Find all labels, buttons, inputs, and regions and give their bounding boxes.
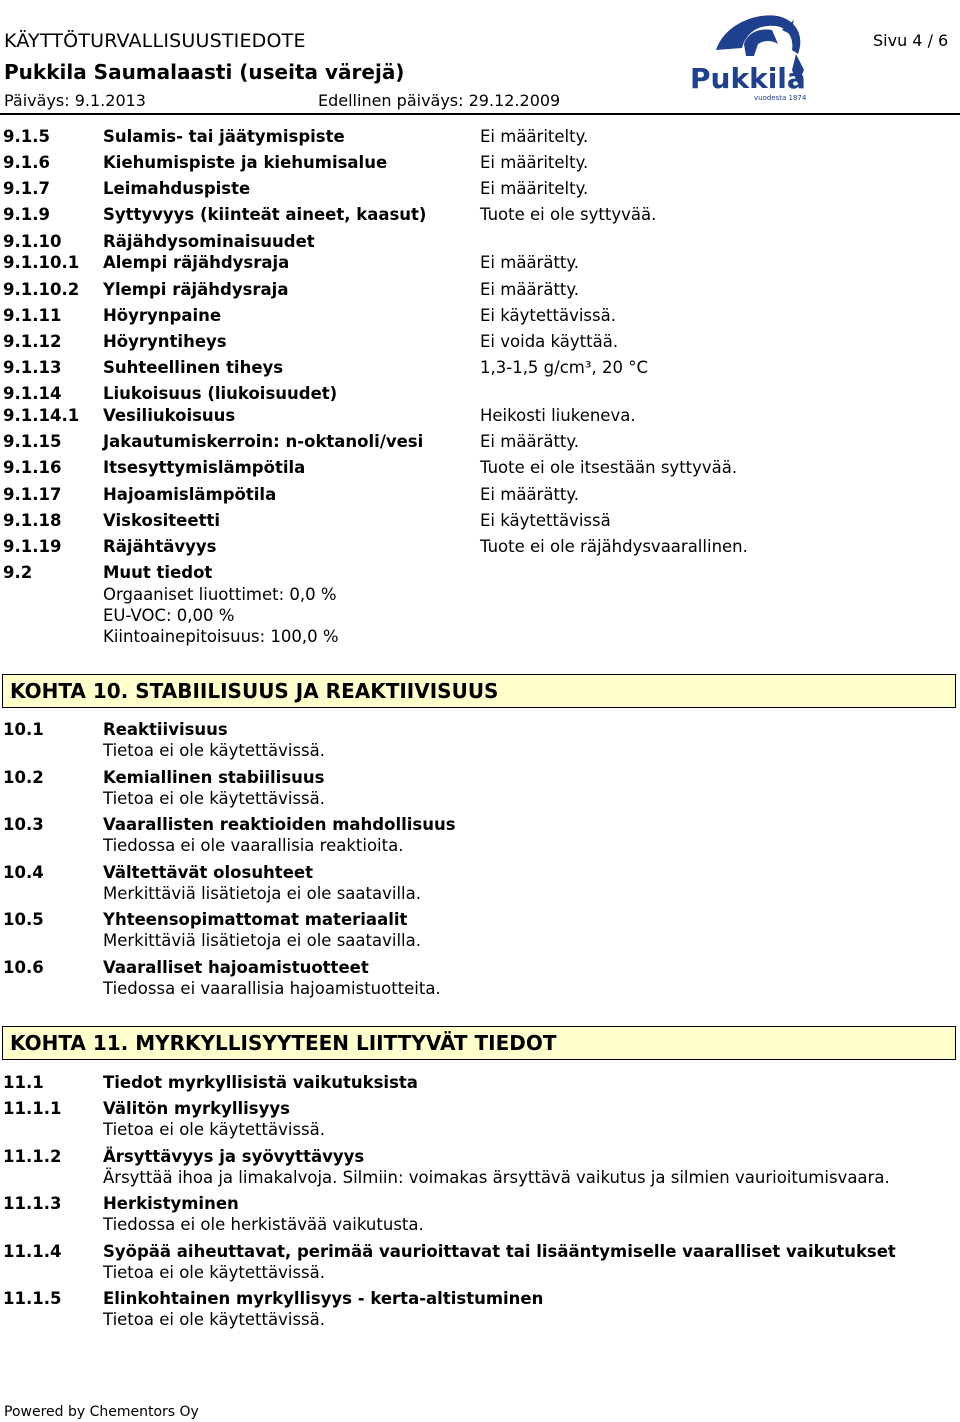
property-row <box>0 458 960 480</box>
section10-item-row <box>0 958 960 980</box>
property-number: 9.2 <box>3 563 33 582</box>
svg-text:Pukkila: Pukkila <box>690 62 806 95</box>
item-label: Vaarallisten reaktioiden mahdollisuus <box>103 815 456 834</box>
property-row <box>0 232 960 254</box>
item-label: Herkistyminen <box>103 1194 239 1213</box>
pukkila-logo <box>686 10 814 102</box>
property-row <box>0 332 960 354</box>
property-number: 9.1.5 <box>3 127 50 146</box>
item-number: 10.3 <box>3 815 44 834</box>
item-number: 10.6 <box>3 958 44 977</box>
property-row <box>0 179 960 201</box>
item-text: Tietoa ei ole käytettävissä. <box>103 741 325 760</box>
property-number: 9.1.10.1 <box>3 253 80 272</box>
item-number: 11.1.3 <box>3 1194 62 1213</box>
item-label: Vältettävät olosuhteet <box>103 863 313 882</box>
property-row <box>0 306 960 328</box>
property-number: 9.1.12 <box>3 332 62 351</box>
property-value: Ei määritelty. <box>480 179 589 198</box>
property-row <box>0 153 960 175</box>
property-number: 9.1.18 <box>3 511 62 530</box>
item-label: Kemiallinen stabiilisuus <box>103 768 325 787</box>
property-label: Hajoamislämpötila <box>103 485 277 504</box>
property-label: Itsesyttymislämpötila <box>103 458 306 477</box>
property-value: Ei määrätty. <box>480 253 580 272</box>
property-label: Syttyvyys (kiinteät aineet, kaasut) <box>103 205 427 224</box>
item-label: Ärsyttävyys ja syövyttävyys <box>103 1147 365 1166</box>
document-title: KÄYTTÖTURVALLISUUSTIEDOTE <box>4 30 306 52</box>
product-name: Pukkila Saumalaasti (useita värejä) <box>4 60 405 84</box>
item-number: 11.1.2 <box>3 1147 62 1166</box>
item-text: Tiedossa ei ole herkistävää vaikutusta. <box>103 1215 424 1234</box>
item-label: Reaktiivisuus <box>103 720 228 739</box>
property-number: 9.1.11 <box>3 306 62 325</box>
section10-title: KOHTA 10. STABIILISUUS JA REAKTIIVISUUS <box>10 679 499 703</box>
section11-heading-row <box>0 1073 960 1095</box>
property-value: Ei määrätty. <box>480 280 580 299</box>
property-row <box>0 432 960 454</box>
item-text: Tietoa ei ole käytettävissä. <box>103 1120 325 1139</box>
property-value: Ei voida käyttää. <box>480 332 619 351</box>
property-row <box>0 485 960 507</box>
property-label: Ylempi räjähdysraja <box>103 280 289 299</box>
property-number: 9.1.16 <box>3 458 62 477</box>
property-number: 9.1.15 <box>3 432 62 451</box>
property-row <box>0 205 960 227</box>
property-label: Höyrynpaine <box>103 306 222 325</box>
section11-item-row <box>0 1242 960 1264</box>
property-number: 9.1.19 <box>3 537 62 556</box>
section10-header <box>2 674 956 708</box>
other-info-line: Orgaaniset liuottimet: 0,0 % <box>103 585 337 604</box>
property-label: Muut tiedot <box>103 563 213 582</box>
property-number: 9.1.10.2 <box>3 280 80 299</box>
property-row <box>0 537 960 559</box>
previous-date: Edellinen päiväys: 29.12.2009 <box>318 91 561 110</box>
property-number: 9.1.6 <box>3 153 50 172</box>
property-number: 9.1.14 <box>3 384 62 403</box>
item-number: 10.1 <box>3 720 44 739</box>
footer-credit: Powered by Chementors Oy <box>4 1404 199 1420</box>
section10-item-row <box>0 768 960 790</box>
item-label: Elinkohtainen myrkyllisyys - kerta-altistuminen <box>103 1289 544 1308</box>
property-value: 1,3-1,5 g/cm³, 20 °C <box>480 358 648 377</box>
property-row <box>0 280 960 302</box>
item-text: Tietoa ei ole käytettävissä. <box>103 1263 325 1282</box>
section11-header <box>2 1026 956 1060</box>
section10-item-row <box>0 910 960 932</box>
property-number: 9.1.9 <box>3 205 50 224</box>
item-label: Vaaralliset hajoamistuotteet <box>103 958 369 977</box>
property-value: Ei määritelty. <box>480 127 589 146</box>
item-text: Merkittäviä lisätietoja ei ole saatavilla. <box>103 931 421 950</box>
section10-item-row <box>0 720 960 742</box>
item-number: 11.1.5 <box>3 1289 62 1308</box>
property-label: Leimahduspiste <box>103 179 251 198</box>
item-label: Tiedot myrkyllisistä vaikutuksista <box>103 1073 418 1092</box>
property-row <box>0 127 960 149</box>
header-divider <box>0 113 960 115</box>
item-label: Välitön myrkyllisyys <box>103 1099 290 1118</box>
property-value: Tuote ei ole räjähdysvaarallinen. <box>480 537 748 556</box>
property-number: 9.1.13 <box>3 358 62 377</box>
property-number: 9.1.10 <box>3 232 62 251</box>
item-text: Tiedossa ei vaarallisia hajoamistuotteita. <box>103 979 441 998</box>
item-number: 10.4 <box>3 863 44 882</box>
property-number: 9.1.7 <box>3 179 50 198</box>
item-label: Yhteensopimattomat materiaalit <box>103 910 408 929</box>
section11-item-row <box>0 1289 960 1311</box>
property-label: Räjähdysominaisuudet <box>103 232 315 251</box>
other-info-line: Kiintoainepitoisuus: 100,0 % <box>103 627 339 646</box>
property-label: Sulamis- tai jäätymispiste <box>103 127 345 146</box>
item-text: Tietoa ei ole käytettävissä. <box>103 789 325 808</box>
item-text: Tietoa ei ole käytettävissä. <box>103 1310 325 1329</box>
property-label: Jakautumiskerroin: n-oktanoli/vesi <box>103 432 424 451</box>
item-number: 11.1.1 <box>3 1099 62 1118</box>
property-value: Ei määrätty. <box>480 485 580 504</box>
property-number: 9.1.17 <box>3 485 62 504</box>
property-row <box>0 384 960 406</box>
property-value: Tuote ei ole itsestään syttyvää. <box>480 458 738 477</box>
property-value: Ei käytettävissä. <box>480 306 616 325</box>
section10-item-row <box>0 863 960 885</box>
item-number: 10.5 <box>3 910 44 929</box>
property-row <box>0 253 960 275</box>
item-number: 10.2 <box>3 768 44 787</box>
section11-item-row <box>0 1194 960 1216</box>
property-value: Ei määritelty. <box>480 153 589 172</box>
property-label: Alempi räjähdysraja <box>103 253 290 272</box>
property-label: Höyryntiheys <box>103 332 227 351</box>
item-text: Merkittäviä lisätietoja ei ole saatavilla. <box>103 884 421 903</box>
property-row <box>0 406 960 428</box>
property-value: Tuote ei ole syttyvää. <box>480 205 657 224</box>
property-row <box>0 511 960 533</box>
property-row <box>0 563 960 585</box>
item-number: 11.1.4 <box>3 1242 62 1261</box>
property-label: Räjähtävyys <box>103 537 217 556</box>
item-text: Ärsyttää ihoa ja limakalvoja. Silmiin: voimakas ärsyttävä vaikutus ja silmien vaurioitumisvaara. <box>103 1168 890 1187</box>
page-number: Sivu 4 / 6 <box>873 31 949 50</box>
property-label: Kiehumispiste ja kiehumisalue <box>103 153 388 172</box>
pukkila-logo-mark <box>686 10 814 102</box>
property-value: Ei määrätty. <box>480 432 580 451</box>
item-number: 11.1 <box>3 1073 44 1092</box>
svg-text:vuodesta 1874: vuodesta 1874 <box>754 94 807 102</box>
property-label: Liukoisuus (liukoisuudet) <box>103 384 338 403</box>
item-text: Tiedossa ei ole vaarallisia reaktioita. <box>103 836 404 855</box>
section10-item-row <box>0 815 960 837</box>
property-label: Suhteellinen tiheys <box>103 358 284 377</box>
property-number: 9.1.14.1 <box>3 406 80 425</box>
issue-date: Päiväys: 9.1.2013 <box>4 91 146 110</box>
property-row <box>0 358 960 380</box>
property-value: Heikosti liukeneva. <box>480 406 636 425</box>
other-info-line: EU-VOC: 0,00 % <box>103 606 235 625</box>
property-value: Ei käytettävissä <box>480 511 611 530</box>
section11-item-row <box>0 1099 960 1121</box>
property-label: Viskositeetti <box>103 511 220 530</box>
section11-item-row <box>0 1147 960 1169</box>
property-label: Vesiliukoisuus <box>103 406 236 425</box>
item-label: Syöpää aiheuttavat, perimää vaurioittavat tai lisääntymiselle vaaralliset vaikutukset <box>103 1242 896 1261</box>
section11-title: KOHTA 11. MYRKYLLISYYTEEN LIITTYVÄT TIEDOT <box>10 1031 557 1055</box>
